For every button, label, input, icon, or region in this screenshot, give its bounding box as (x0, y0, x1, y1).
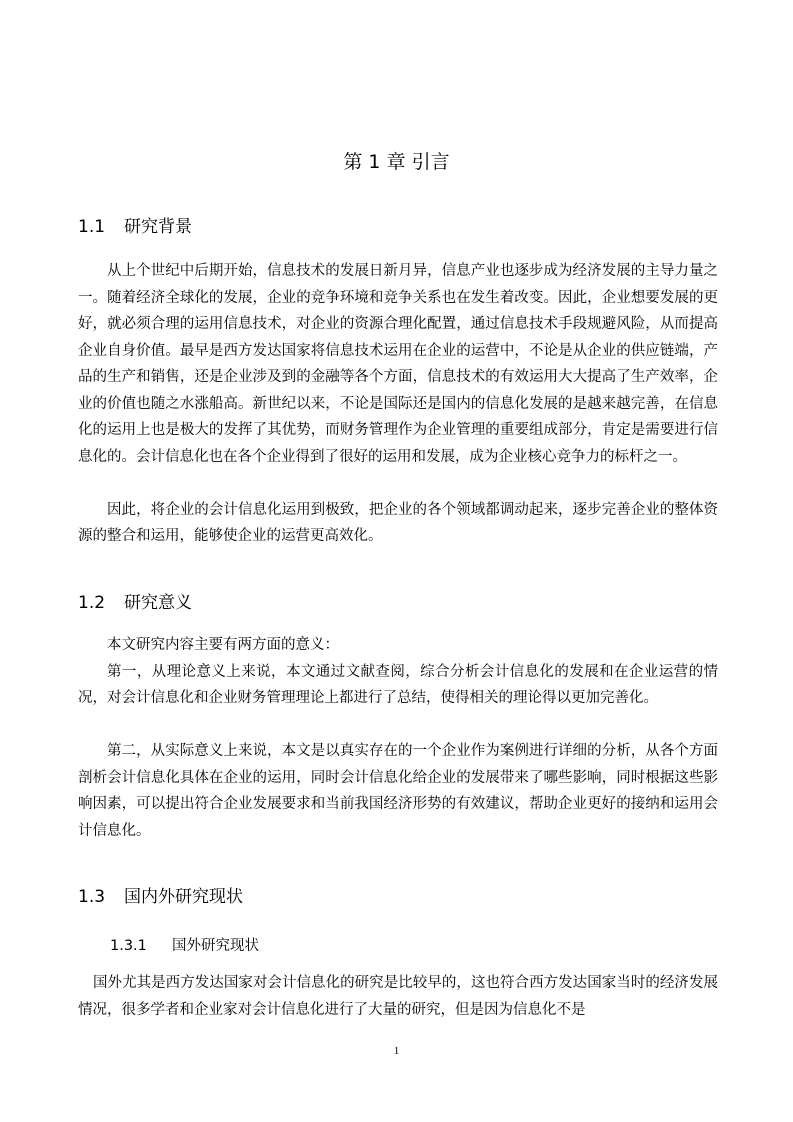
section-heading-1-1 (78, 216, 192, 238)
body-paragraph: 第一，从理论意义上来说，本文通过文献查阅，综合分析会计信息化的发展和在企业运营的情况，对会计信息化和企业财务管理理论上都进行了总结，使得相关的理论得以更加完善化。 (78, 663, 718, 706)
body-paragraph: 从上个世纪中后期开始，信息技术的发展日新月异，信息产业也逐步成为经济发展的主导力量之一。随着经济全球化的发展，企业的竞争环境和竞争关系也在发生着改变。因此，企业想要发展的更好，就必须合理的运用信息技术，对企业的资源合理化配置，通过信息技术手段规避风险，从而提高企业自身价值。最早是西方发达国家将信息技术运用在企业的运营中，不论是从企业的供应链端，产品的生产和销售，还是企业涉及到的金融等各个方面，信息技术的有效运用大大提高了生产效率，企业的价值也随之水涨船高。新世纪以来，不论是国际还是国内的信息化发展的是越来越完善，在信息化的运用上也是极大的发挥了其优势，而财务管理作为企业管理的重要组成部分，肯定是需要进行信息化的。会计信息化也在各个企业得到了很好的运用和发展，成为企业核心竞争力的标杆之一。 (78, 263, 718, 465)
chapter-title: 第 1 章 引言 (343, 151, 450, 173)
section-title: 研究意义 (124, 593, 192, 613)
section-number: 1.3 (78, 887, 106, 907)
section-heading-1-3 (78, 886, 243, 908)
section-heading-1-2 (78, 592, 192, 614)
section-title: 研究背景 (124, 217, 192, 237)
section-number: 1.2 (78, 593, 106, 613)
page-number: 1 (393, 1045, 400, 1057)
section-title: 国内外研究现状 (124, 887, 243, 907)
body-paragraph: 因此，将企业的会计信息化运用到极致，把企业的各个领域都调动起来，逐步完善企业的整体资源的整合和运用，能够使企业的运营更高效化。 (78, 501, 718, 544)
section-number: 1.1 (78, 217, 106, 237)
subsection-number: 1.3.1 (110, 938, 147, 954)
subsection-heading-1-3-1 (110, 936, 259, 956)
subsection-title: 国外研究现状 (172, 938, 259, 954)
body-paragraph: 本文研究内容主要有两方面的意义： (107, 637, 339, 653)
body-paragraph: 国外尤其是西方发达国家对会计信息化的研究是比较早的，这也符合西方发达国家当时的经济发展情况，很多学者和企业家对会计信息化进行了大量的研究，但是因为信息化不是 (78, 975, 718, 1018)
body-paragraph: 第二，从实际意义上来说，本文是以真实存在的一个企业作为案例进行详细的分析，从各个方面剖析会计信息化具体在企业的运用，同时会计信息化给企业的发展带来了哪些影响，同时根据这些影响因素，可以提出符合企业发展要求和当前我国经济形势的有效建议，帮助企业更好的接纳和运用会计信息化。 (78, 743, 718, 839)
